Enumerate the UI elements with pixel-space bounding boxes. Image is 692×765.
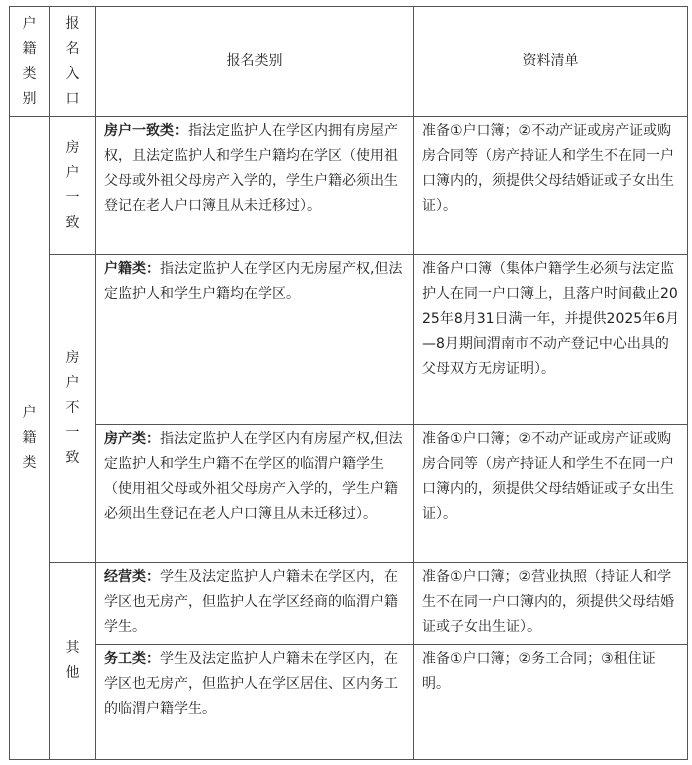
header-baoming-leibie: 报名类别 <box>96 7 414 117</box>
header-baoming-rukou: 报名入口 <box>50 7 96 117</box>
table-row <box>10 563 688 645</box>
category-desc: 指法定监护人在学区内有房屋产权,但法定监护人和学生户籍不在学区的临渭户籍学生（使用祖父母或外祖父母房产入学的，学生户籍必须出生登记在老人户口簿且从未迁移过）。 <box>104 431 403 522</box>
entry-qita: 其他 <box>50 563 96 760</box>
category-cell <box>96 117 414 255</box>
table-row <box>10 645 688 760</box>
header-ziliao-qingdan: 资料清单 <box>414 7 688 117</box>
category-term: 房产类： <box>104 431 160 447</box>
materials-cell: 准备户口簿（集体户籍学生必须与法定监护人在同一户口簿上，且落户时间截止2025年8月31日满一年，并提供2025年6月—8月期间渭南市不动产登记中心出具的父母双方无房证明）。 <box>414 255 688 425</box>
category-term: 务工类： <box>104 651 160 667</box>
category-desc: 指法定监护人在学区内无房屋产权,但法定监护人和学生户籍均在学区。 <box>104 261 403 302</box>
category-term: 经营类： <box>104 569 160 585</box>
category-desc: 指法定监护人在学区内拥有房屋产权，且法定监护人和学生户籍均在学区（使用祖父母或外祖父母房产入学的，学生户籍必须出生登记在老人户口簿且从未迁移过）。 <box>104 123 398 214</box>
category-cell <box>96 425 414 563</box>
table-row <box>10 117 688 255</box>
table-row <box>10 255 688 425</box>
category-term: 户籍类： <box>104 261 160 277</box>
category-cell <box>96 563 414 645</box>
category-cell <box>96 255 414 425</box>
materials-cell: 准备①户口簿；②务工合同；③租住证明。 <box>414 645 688 760</box>
materials-cell: 准备①户口簿；②营业执照（持证人和学生不在同一户口簿内的，须提供父母结婚证或子女出生证）。 <box>414 563 688 645</box>
entry-fanghu-buyizhi: 房户不一致 <box>50 255 96 563</box>
category-term: 房户一致类： <box>104 123 188 139</box>
header-row <box>10 7 688 117</box>
category-desc: 学生及法定监护人户籍未在学区内，在学区也无房产，但监护人在学区经商的临渭户籍学生。 <box>104 569 398 635</box>
category-desc: 学生及法定监护人户籍未在学区内，在学区也无房产，但监护人在学区居住、区内务工的临渭户籍学生。 <box>104 651 398 717</box>
header-huji-leibie: 户籍类别 <box>10 7 50 117</box>
materials-cell: 准备①户口簿；②不动产证或房产证或购房合同等（房产持证人和学生不在同一户口簿内的，须提供父母结婚证或子女出生证）。 <box>414 425 688 563</box>
table-row <box>10 425 688 563</box>
category-cell <box>96 645 414 760</box>
entry-fanghu-yizhi: 房户一致 <box>50 117 96 255</box>
group-huji-lei: 户籍类 <box>10 117 50 760</box>
materials-cell: 准备①户口簿；②不动产证或房产证或购房合同等（房产持证人和学生不在同一户口簿内的，须提供父母结婚证或子女出生证）。 <box>414 117 688 255</box>
enrollment-table <box>9 6 688 760</box>
